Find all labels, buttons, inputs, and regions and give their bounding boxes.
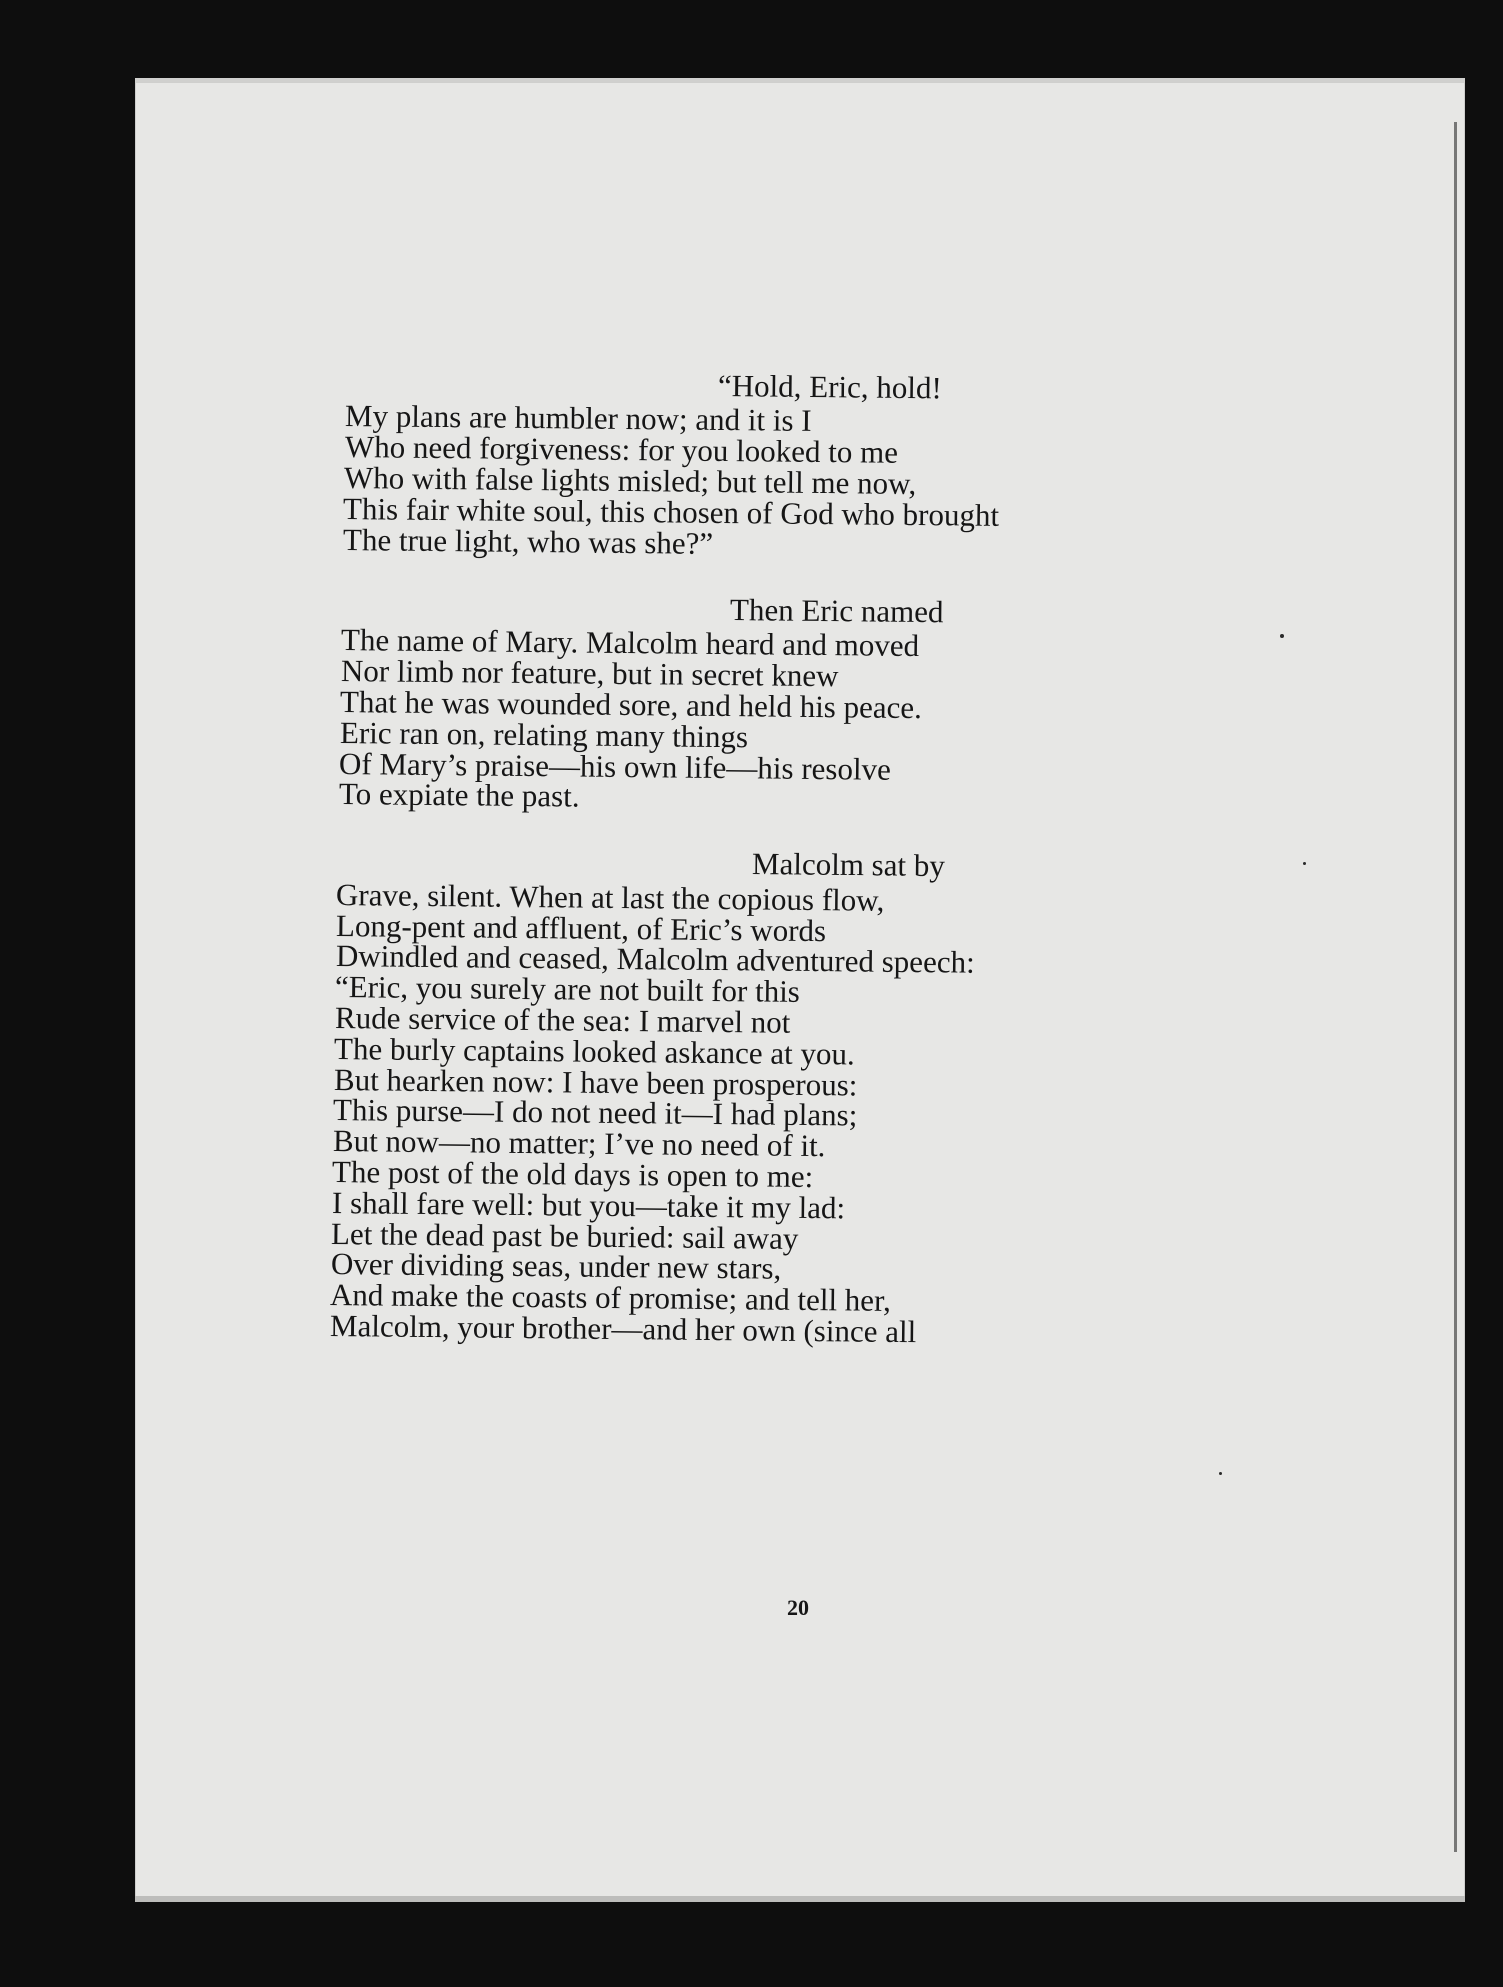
verse-line: My plans are humbler now; and it is I [344, 398, 812, 438]
verse-line: “Eric, you surely are not built for this [334, 969, 801, 1009]
book-page [135, 78, 1465, 1902]
verse-line: “Hold, Eric, hold! [717, 368, 943, 406]
verse-line: Over dividing seas, under new stars, [330, 1246, 782, 1286]
verse-line: Nor limb nor feature, but in secret knew [340, 653, 839, 694]
verse-line: The post of the old days is open to me: [331, 1154, 814, 1195]
verse-line: That he was wounded sore, and held his peace. [339, 684, 923, 726]
verse-line: Of Mary’s praise—his own life—his resolve [338, 746, 892, 787]
verse-line: But now—no matter; I’ve no need of it. [332, 1123, 826, 1164]
verse-line: Dwindled and ceased, Malcolm adventured speech: [335, 938, 975, 980]
verse-line: To expiate the past. [338, 776, 580, 814]
verse-line: The burly captains looked askance at you. [333, 1031, 855, 1072]
verse-line: And make the coasts of promise; and tell her, [329, 1277, 892, 1318]
verse-line: Malcolm, your brother—and her own (since all [329, 1308, 917, 1350]
verse-line: But hearken now: I have been prosperous: [333, 1062, 858, 1103]
verse-line: Who need forgiveness: for you looked to me [344, 429, 899, 470]
scan-speck [1280, 634, 1284, 638]
verse-line: The true light, who was she?” [342, 522, 714, 561]
scan-speck [1219, 1472, 1222, 1475]
verse-line: Then Eric named [729, 592, 944, 630]
verse-line: Malcolm sat by [751, 846, 946, 884]
verse-line: Long-pent and affluent, of Eric’s words [335, 908, 827, 949]
verse-line: Let the dead past be buried: sail away [330, 1216, 799, 1256]
scan-speck [1303, 862, 1306, 865]
verse-line: Who with false lights misled; but tell me now, [343, 460, 917, 501]
page-number: 20 [787, 1595, 809, 1620]
page-bottom-edge [135, 1896, 1465, 1902]
verse-line: The name of Mary. Malcolm heard and moved [340, 622, 920, 664]
verse-line: Rude service of the sea: I marvel not [334, 1000, 791, 1040]
verse-line: This fair white soul, this chosen of God who brought [342, 491, 1000, 533]
verse-line: This purse—I do not need it—I had plans; [332, 1092, 858, 1133]
verse-line: I shall fare well: but you—take it my lad: [331, 1185, 846, 1226]
verse-line: Grave, silent. When at last the copious flow, [335, 877, 885, 918]
page-edge-shadow [1454, 122, 1457, 1852]
verse-line: Eric ran on, relating many things [339, 715, 749, 755]
